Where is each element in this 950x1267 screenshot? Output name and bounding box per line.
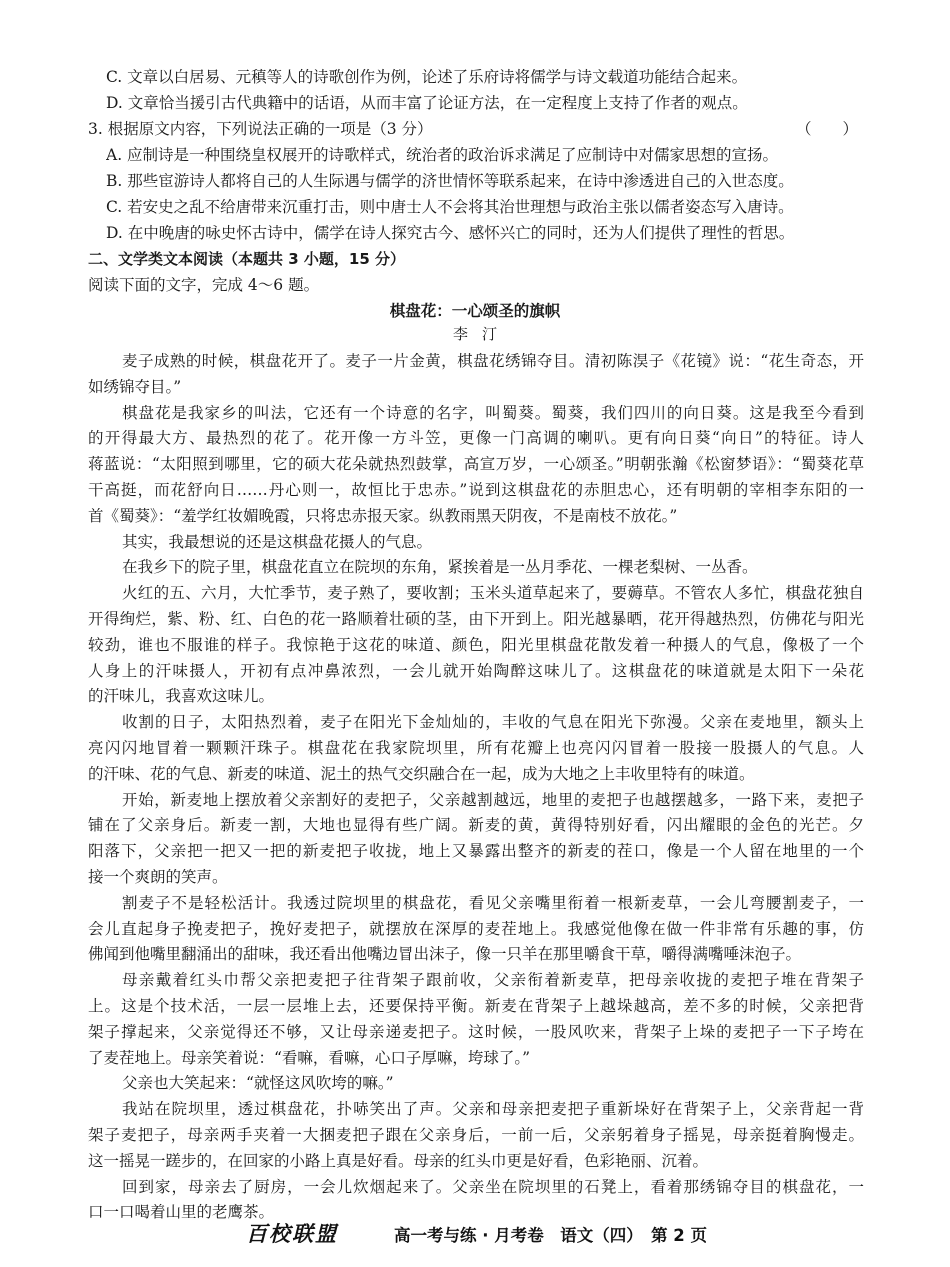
article-line: 架子撑起来，父亲觉得还不够，又让母亲递麦把子。这时候，一股风吹来，背架子上垛的麦把子一下子垮在 — [88, 1022, 864, 1041]
article-line: 在我乡下的院子里，棋盘花直立在院坝的东角，紧挨着是一丛月季花、一棵老梨树、一丛香。 — [122, 558, 758, 577]
article-line: 麦子成熟的时候，棋盘花开了。麦子一片金黄，棋盘花绣锦夺目。清初陈淏子《花镜》说：“花生奇态，开 — [122, 352, 864, 370]
article-line: 首《蜀葵》：“羞学红妆媚晚霞，只将忠赤报天家。纵教雨黑天阴夜，不是南枝不放花。” — [88, 506, 678, 525]
article-line: 架子麦把子，母亲两手夹着一大捆麦把子跟在父亲身后，一前一后，父亲躬着身子摇晃，母亲挺着胸慢走。 — [88, 1126, 864, 1144]
exam-info: 高一考与练 · 月考卷 语文（四） 第 2 页 — [394, 1226, 707, 1245]
brand-text: 百校联盟 — [246, 1221, 338, 1246]
article-line: 口一口喝着山里的老鹰茶。 — [88, 1203, 275, 1222]
section-instruction: 阅读下面的文字，完成 4～6 题。 — [88, 276, 320, 294]
section-heading: 二、文学类文本阅读（本题共 3 小题，15 分） — [88, 250, 405, 268]
article-line: 的汗味儿，我喜欢这味儿。 — [88, 687, 275, 706]
article-line: 火红的五、六月，大忙季节，麦子熟了，要收割；玉米头道草起来了，要薅草。不管农人多忙，棋盘花独自 — [122, 584, 864, 603]
article-line: 回到家，母亲去了厨房，一会儿炊烟起来了。父亲坐在院坝里的石凳上，看着那绣锦夺目的棋盘花，一 — [122, 1177, 864, 1196]
article-line: 父亲也大笑起来：“就怪这风吹垮的嘛。” — [122, 1074, 394, 1093]
article-line: 其实，我最想说的还是这棋盘花摄人的气息。 — [122, 532, 433, 551]
question-3-text: 3. 根据原文内容，下列说法正确的一项是（3 分） — [88, 120, 433, 138]
article-line: 的汗味、花的气息、新麦的味道、泥土的热气交织融合在一起，成为大地之上丰收里特有的味道。 — [88, 764, 755, 783]
article-line: 人身上的汗味摄人，开初有点冲鼻浓烈，一会儿就开始陶醉这味儿了。这棋盘花的味道就是太阳下一朵花 — [88, 661, 864, 680]
article-line: 这一摇晃一蹉步的，在回家的小路上真是好看。母亲的红头巾更是好看，色彩艳丽、沉着。 — [88, 1151, 709, 1170]
option-c-prev: C. 文章以白居易、元稹等人的诗歌创作为例，论述了乐府诗将儒学与诗文载道功能结合起来。 — [106, 68, 748, 86]
article-author: 李汀 — [452, 325, 511, 343]
article-line: 开得绚烂，紫、粉、红、白色的花一路顺着壮硕的茎，由下开到上。阳光越暴晒，花开得越热烈，仿佛花与阳光 — [88, 610, 864, 628]
q3-option-b: B. 那些宦游诗人都将自己的人生际遇与儒学的济世情怀等联系起来，在诗中渗透进自己的入世态度。 — [106, 172, 794, 190]
q3-option-c: C. 若安史之乱不给唐带来沉重打击，则中唐士人不会将其治世理想与政治主张以儒者姿态写入唐诗。 — [106, 198, 794, 216]
article-line: 较劲，谁也不服谁的样子。我惊艳于这花的味道、颜色，阳光里棋盘花散发着一种摄人的气息，像极了一个 — [88, 635, 864, 654]
article-line: 上。这是个技术活，一层一层堆上去，还要保持平衡。新麦在背架子上越垛越高，差不多的时候，父亲把背 — [88, 997, 864, 1015]
article-line: 铺在了父亲身后。新麦一割，大地也显得有些广阔。新麦的黄，黄得特别好看，闪出耀眼的金色的光芒。夕 — [88, 816, 864, 835]
article-line: 干高挺，而花舒向日……丹心则一，故恒比于忠赤。”说到这棋盘花的赤胆忠心，还有明朝的宰相李东阳的一 — [88, 481, 864, 499]
brand-logo — [246, 1218, 338, 1248]
article-line: 佛闻到他嘴里翻涌出的甜味，我还看出他嘴边冒出沫子，像一只羊在那里嚼食干草，嚼得满嘴唾沫泡子。 — [88, 945, 802, 964]
article-line: 的开得最大方、最热烈的花了。花开像一方斗笠，更像一门高调的喇叭。更有向日葵“向日”的特征。诗人 — [88, 429, 864, 448]
article-line: 开始，新麦地上摆放着父亲割好的麦把子，父亲越割越远，地里的麦把子也越摆越多，一路下来，麦把子 — [122, 790, 864, 809]
article-line: 我站在院坝里，透过棋盘花，扑哧笑出了声。父亲和母亲把麦把子重新垛好在背架子上，父亲背起一背 — [122, 1100, 864, 1119]
article-line: 接一个爽朗的笑声。 — [88, 868, 228, 886]
question-3-stem — [88, 116, 864, 142]
article-line: 棋盘花是我家乡的叫法，它还有一个诗意的名字，叫蜀葵。蜀葵，我们四川的向日葵。这是我至今看到 — [122, 403, 864, 422]
answer-blank: （ ） — [795, 120, 858, 138]
article-line: 了麦茬地上。母亲笑着说：“看嘛，看嘛，心口子厚嘛，垮球了。” — [88, 1048, 531, 1067]
article-line: 蒋蓝说：“太阳照到哪里，它的硕大花朵就热烈鼓掌，高宣万岁，一心颂圣。”明朝张瀚《松窗梦语》：“蜀葵花草 — [88, 455, 864, 474]
option-d-prev: D. 文章恰当援引古代典籍中的话语，从而丰富了论证方法，在一定程度上支持了作者的观点。 — [106, 94, 748, 112]
article-line: 母亲戴着红头巾帮父亲把麦把子往背架子跟前收，父亲衔着新麦草，把母亲收拢的麦把子堆在背架子 — [122, 971, 864, 990]
article-line: 亮闪闪地冒着一颗颗汗珠子。棋盘花在我家院坝里，所有花瓣上也亮闪闪冒着一股接一股摄人的气息。人 — [88, 739, 864, 757]
page-footer — [0, 1216, 950, 1252]
q3-option-a: A. 应制诗是一种围绕皇权展开的诗歌样式，统治者的政治诉求满足了应制诗中对儒家思想的宣扬。 — [106, 146, 779, 164]
article-line: 收割的日子，太阳热烈着，麦子在阳光下金灿灿的，丰收的气息在阳光下弥漫。父亲在麦地里，额头上 — [122, 713, 864, 732]
article-line: 如绣锦夺目。” — [88, 377, 182, 396]
article-line: 阳落下，父亲把一把又一把的新麦把子收拢，地上又暴露出整齐的新麦的茬口，像是一个人留在地里的一个 — [88, 842, 864, 861]
article-line: 割麦子不是轻松活计。我透过院坝里的棋盘花，看见父亲嘴里衔着一根新麦草，一会儿弯腰割麦子，一 — [122, 893, 864, 912]
article-line: 会儿直起身子挽麦把子，挽好麦把子，就摆放在深厚的麦茬地上。我感觉他像在做一件非常有乐趣的事，仿 — [88, 919, 864, 938]
q3-option-d: D. 在中晚唐的咏史怀古诗中，儒学在诗人探究古今、感怀兴亡的同时，还为人们提供了理性的哲思。 — [106, 224, 795, 242]
article-title: 棋盘花：一心颂圣的旗帜 — [389, 302, 561, 320]
